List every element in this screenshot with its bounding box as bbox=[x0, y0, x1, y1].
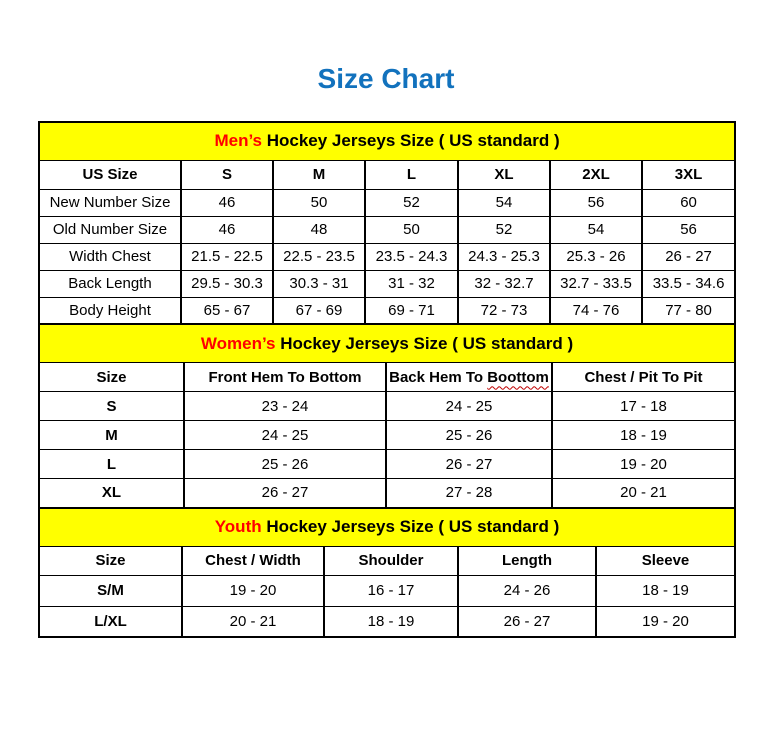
row-label: M bbox=[39, 421, 184, 450]
womens-size-table bbox=[38, 323, 736, 509]
size-value: 23.5 - 24.3 bbox=[365, 243, 458, 270]
mens-section-title bbox=[39, 122, 735, 161]
mens-section-band bbox=[39, 122, 735, 161]
row-label: XL bbox=[39, 479, 184, 508]
size-value: 24 - 25 bbox=[386, 392, 552, 421]
mens-size-table bbox=[38, 121, 736, 326]
size-value: 18 - 19 bbox=[596, 575, 735, 606]
size-value: 67 - 69 bbox=[273, 297, 365, 324]
size-value: 25 - 26 bbox=[184, 450, 386, 479]
size-value: 33.5 - 34.6 bbox=[642, 270, 735, 297]
column-header: Size bbox=[39, 363, 184, 392]
row-label: L bbox=[39, 450, 184, 479]
size-value: 24 - 25 bbox=[184, 421, 386, 450]
size-value: 21.5 - 22.5 bbox=[181, 243, 273, 270]
size-chart-tables bbox=[38, 121, 734, 639]
row-label: Width Chest bbox=[39, 243, 181, 270]
table-row bbox=[39, 392, 735, 421]
youth-section-band bbox=[39, 508, 735, 547]
column-header: Length bbox=[458, 546, 596, 575]
table-row bbox=[39, 189, 735, 216]
womens-section-title-rest: Hockey Jerseys Size ( US standard ) bbox=[275, 333, 574, 353]
size-value: 29.5 - 30.3 bbox=[181, 270, 273, 297]
size-value: 32 - 32.7 bbox=[458, 270, 550, 297]
youth-section-title-rest: Hockey Jerseys Size ( US standard ) bbox=[261, 517, 560, 537]
size-value: 19 - 20 bbox=[596, 606, 735, 637]
row-label: Old Number Size bbox=[39, 216, 181, 243]
table-row bbox=[39, 606, 735, 637]
column-header: M bbox=[273, 160, 365, 189]
misspelled-word: Boottom bbox=[487, 368, 549, 386]
column-header: Chest / Width bbox=[182, 546, 324, 575]
size-value: 77 - 80 bbox=[642, 297, 735, 324]
womens-section-title-highlight: Women’s bbox=[200, 333, 276, 353]
size-value: 19 - 20 bbox=[552, 450, 735, 479]
size-value: 26 - 27 bbox=[386, 450, 552, 479]
size-value: 20 - 21 bbox=[552, 479, 735, 508]
youth-size-table bbox=[38, 507, 736, 639]
size-value: 50 bbox=[365, 216, 458, 243]
youth-header-row bbox=[39, 546, 735, 575]
womens-header-row bbox=[39, 363, 735, 392]
size-value: 16 - 17 bbox=[324, 575, 458, 606]
table-row bbox=[39, 421, 735, 450]
column-header-text: Back Hem To bbox=[389, 368, 488, 386]
size-value: 30.3 - 31 bbox=[273, 270, 365, 297]
mens-header-row bbox=[39, 160, 735, 189]
size-value: 60 bbox=[642, 189, 735, 216]
row-label: S bbox=[39, 392, 184, 421]
size-value: 46 bbox=[181, 189, 273, 216]
size-value: 22.5 - 23.5 bbox=[273, 243, 365, 270]
size-value: 18 - 19 bbox=[324, 606, 458, 637]
column-header: 3XL bbox=[642, 160, 735, 189]
column-header: US Size bbox=[39, 160, 181, 189]
row-label: Back Length bbox=[39, 270, 181, 297]
size-value: 31 - 32 bbox=[365, 270, 458, 297]
youth-section-title bbox=[39, 508, 735, 547]
size-value: 46 bbox=[181, 216, 273, 243]
row-label: Body Height bbox=[39, 297, 181, 324]
size-value: 20 - 21 bbox=[182, 606, 324, 637]
table-row bbox=[39, 216, 735, 243]
size-value: 32.7 - 33.5 bbox=[550, 270, 642, 297]
column-header: Front Hem To Bottom bbox=[184, 363, 386, 392]
size-value: 52 bbox=[365, 189, 458, 216]
column-header bbox=[386, 363, 552, 392]
size-value: 24.3 - 25.3 bbox=[458, 243, 550, 270]
size-value: 23 - 24 bbox=[184, 392, 386, 421]
size-value: 26 - 27 bbox=[642, 243, 735, 270]
womens-section-title bbox=[39, 324, 735, 363]
mens-section-title-rest: Hockey Jerseys Size ( US standard ) bbox=[262, 131, 560, 151]
size-value: 54 bbox=[458, 189, 550, 216]
table-row bbox=[39, 270, 735, 297]
table-row bbox=[39, 575, 735, 606]
row-label: S/M bbox=[39, 575, 182, 606]
size-value: 65 - 67 bbox=[181, 297, 273, 324]
size-value: 26 - 27 bbox=[458, 606, 596, 637]
column-header: XL bbox=[458, 160, 550, 189]
size-value: 74 - 76 bbox=[550, 297, 642, 324]
column-header: Sleeve bbox=[596, 546, 735, 575]
page-title: Size Chart bbox=[317, 63, 455, 94]
column-header: Chest / Pit To Pit bbox=[552, 363, 735, 392]
size-value: 25.3 - 26 bbox=[550, 243, 642, 270]
size-value: 54 bbox=[550, 216, 642, 243]
row-label: L/XL bbox=[39, 606, 182, 637]
column-header: 2XL bbox=[550, 160, 642, 189]
table-row bbox=[39, 297, 735, 324]
size-value: 69 - 71 bbox=[365, 297, 458, 324]
size-value: 72 - 73 bbox=[458, 297, 550, 324]
table-row bbox=[39, 243, 735, 270]
youth-section-title-highlight: Youth bbox=[214, 517, 262, 537]
womens-section-band bbox=[39, 324, 735, 363]
column-header: Shoulder bbox=[324, 546, 458, 575]
row-label: New Number Size bbox=[39, 189, 181, 216]
size-value: 19 - 20 bbox=[182, 575, 324, 606]
size-value: 18 - 19 bbox=[552, 421, 735, 450]
size-value: 24 - 26 bbox=[458, 575, 596, 606]
size-value: 56 bbox=[642, 216, 735, 243]
column-header: L bbox=[365, 160, 458, 189]
size-value: 26 - 27 bbox=[184, 479, 386, 508]
column-header: S bbox=[181, 160, 273, 189]
size-value: 48 bbox=[273, 216, 365, 243]
size-value: 25 - 26 bbox=[386, 421, 552, 450]
size-value: 27 - 28 bbox=[386, 479, 552, 508]
column-header: Size bbox=[39, 546, 182, 575]
size-value: 17 - 18 bbox=[552, 392, 735, 421]
size-value: 50 bbox=[273, 189, 365, 216]
table-row bbox=[39, 479, 735, 508]
size-value: 56 bbox=[550, 189, 642, 216]
table-row bbox=[39, 450, 735, 479]
size-value: 52 bbox=[458, 216, 550, 243]
mens-section-title-highlight: Men’s bbox=[214, 131, 262, 151]
